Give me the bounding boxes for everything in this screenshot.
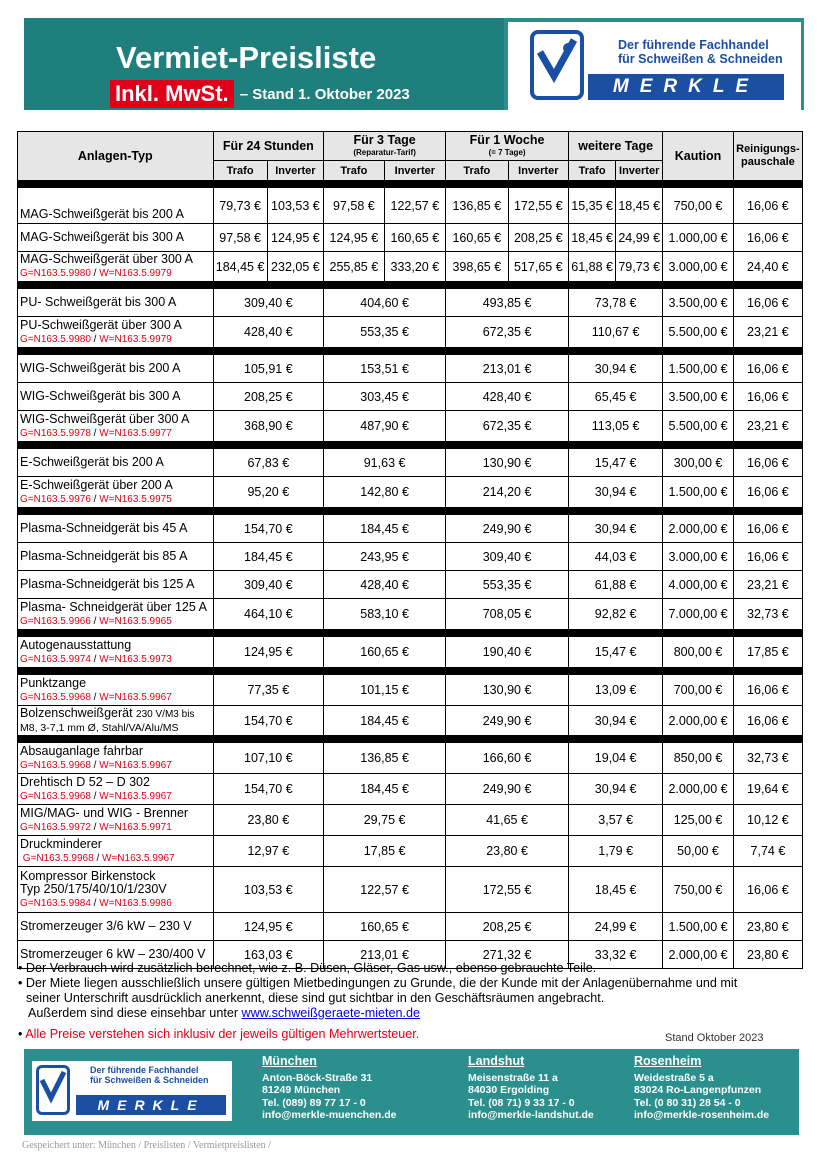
kaution-cell: 1.500,00 € bbox=[663, 355, 734, 383]
welder-icon bbox=[530, 30, 584, 100]
reinigung-cell: 10,12 € bbox=[733, 805, 802, 836]
price-cell: 79,73 € bbox=[616, 252, 663, 282]
email-link[interactable]: info@merkle-rosenheim.de bbox=[634, 1109, 770, 1121]
reinigung-cell: 16,06 € bbox=[733, 289, 802, 317]
reinigung-cell: 16,06 € bbox=[733, 515, 802, 543]
footer-logo bbox=[32, 1061, 232, 1121]
row-label: Plasma-Schneidgerät bis 85 A bbox=[18, 543, 214, 571]
price-cell: 67,83 € bbox=[213, 449, 324, 477]
price-cell: 24,99 € bbox=[616, 224, 663, 252]
price-cell: 213,01 € bbox=[324, 941, 446, 969]
price-cell: 232,05 € bbox=[267, 252, 323, 282]
price-cell: 708,05 € bbox=[446, 599, 569, 630]
kaution-cell: 3.500,00 € bbox=[663, 289, 734, 317]
price-table bbox=[17, 131, 803, 969]
price-cell: 23,80 € bbox=[213, 805, 324, 836]
stand-date: – Stand 1. Oktober 2023 bbox=[239, 85, 410, 103]
price-cell: 153,51 € bbox=[324, 355, 446, 383]
price-cell: 44,03 € bbox=[569, 543, 663, 571]
price-cell: 333,20 € bbox=[384, 252, 445, 282]
kaution-cell: 2.000,00 € bbox=[663, 774, 734, 805]
price-cell: 103,53 € bbox=[213, 867, 324, 913]
table-row bbox=[18, 743, 803, 774]
price-cell: 184,45 € bbox=[213, 252, 267, 282]
price-cell: 309,40 € bbox=[213, 571, 324, 599]
price-cell: 13,09 € bbox=[569, 675, 663, 706]
row-label: Punktzange G=N163.5.9968 / W=N163.5.9967 bbox=[18, 675, 214, 706]
price-cell: 493,85 € bbox=[446, 289, 569, 317]
price-cell: 249,90 € bbox=[446, 774, 569, 805]
table-row bbox=[18, 805, 803, 836]
price-cell: 107,10 € bbox=[213, 743, 324, 774]
kaution-cell: 2.000,00 € bbox=[663, 515, 734, 543]
row-label: Plasma- Schneidgerät über 125 A G=N163.5.9966 / W=N163.5.9965 bbox=[18, 599, 214, 630]
price-cell: 160,65 € bbox=[384, 224, 445, 252]
kaution-cell: 7.000,00 € bbox=[663, 599, 734, 630]
kaution-cell: 4.000,00 € bbox=[663, 571, 734, 599]
price-cell: 172,55 € bbox=[446, 867, 569, 913]
price-cell: 110,67 € bbox=[569, 317, 663, 348]
table-row bbox=[18, 836, 803, 867]
row-label: E-Schweißgerät über 200 A G=N163.5.9976 / W=N163.5.9975 bbox=[18, 477, 214, 508]
row-label: MAG-Schweißgerät bis 300 A bbox=[18, 224, 214, 252]
sub-trafo: Trafo bbox=[213, 161, 267, 181]
reinigung-cell: 16,06 € bbox=[733, 188, 802, 224]
price-cell: 487,90 € bbox=[324, 411, 446, 442]
price-cell: 136,85 € bbox=[324, 743, 446, 774]
welder-icon bbox=[36, 1065, 70, 1115]
note-consumption: • Der Verbrauch wird zusätzlich berechnet, wie z. B. Düsen, Gläser, Gas usw., ebenso gebrauchte Teile. bbox=[18, 961, 597, 975]
row-label: Bolzenschweißgerät 230 V/M3 bis M8, 3-7,1 mm Ø, Stahl/VA/Alu/MS bbox=[18, 706, 214, 736]
row-label: Plasma-Schneidgerät bis 45 A bbox=[18, 515, 214, 543]
price-cell: 18,45 € bbox=[569, 224, 616, 252]
price-cell: 122,57 € bbox=[324, 867, 446, 913]
price-cell: 18,45 € bbox=[616, 188, 663, 224]
reinigung-cell: 23,80 € bbox=[733, 913, 802, 941]
row-label: Stromerzeuger 3/6 kW – 230 V bbox=[18, 913, 214, 941]
price-cell: 124,95 € bbox=[213, 913, 324, 941]
notes bbox=[18, 961, 808, 1042]
kaution-cell: 800,00 € bbox=[663, 637, 734, 668]
row-label: PU-Schweißgerät über 300 A G=N163.5.9980 / W=N163.5.9979 bbox=[18, 317, 214, 348]
kaution-cell: 750,00 € bbox=[663, 867, 734, 913]
reinigung-cell: 16,06 € bbox=[733, 449, 802, 477]
price-cell: 3,57 € bbox=[569, 805, 663, 836]
kaution-cell: 2.000,00 € bbox=[663, 706, 734, 736]
row-label: Kompressor Birkenstock Typ 250/175/40/10/1/230V G=N163.5.9984 / W=N163.5.9986 bbox=[18, 867, 214, 913]
logo-wordmark: MERKLE bbox=[588, 74, 784, 100]
col-header-more-days: weitere Tage bbox=[569, 132, 663, 161]
price-cell: 154,70 € bbox=[213, 706, 324, 736]
price-cell: 553,35 € bbox=[446, 571, 569, 599]
logo-tagline: Der führende Fachhandel für Schweißen & Schneiden bbox=[618, 38, 783, 66]
price-cell: 136,85 € bbox=[446, 188, 509, 224]
sub-inverter: Inverter bbox=[616, 161, 663, 181]
table-row bbox=[18, 774, 803, 805]
reinigung-cell: 24,40 € bbox=[733, 252, 802, 282]
price-cell: 166,60 € bbox=[446, 743, 569, 774]
price-cell: 122,57 € bbox=[384, 188, 445, 224]
footer-logo-wordmark: MERKLE bbox=[76, 1095, 226, 1115]
price-cell: 61,88 € bbox=[569, 571, 663, 599]
price-cell: 184,45 € bbox=[324, 515, 446, 543]
page-title: Vermiet-Preisliste bbox=[116, 40, 377, 75]
reinigung-cell: 23,21 € bbox=[733, 317, 802, 348]
price-cell: 19,04 € bbox=[569, 743, 663, 774]
reinigung-cell: 23,80 € bbox=[733, 941, 802, 969]
price-cell: 208,25 € bbox=[213, 383, 324, 411]
email-link[interactable]: info@merkle-muenchen.de bbox=[262, 1109, 397, 1121]
price-cell: 428,40 € bbox=[324, 571, 446, 599]
table-row bbox=[18, 252, 803, 282]
price-cell: 404,60 € bbox=[324, 289, 446, 317]
kaution-cell: 125,00 € bbox=[663, 805, 734, 836]
reinigung-cell: 16,06 € bbox=[733, 706, 802, 736]
reinigung-cell: 7,74 € bbox=[733, 836, 802, 867]
price-cell: 30,94 € bbox=[569, 774, 663, 805]
merged-rows bbox=[18, 289, 803, 969]
kaution-cell: 1.000,00 € bbox=[663, 224, 734, 252]
col-header-24h: Für 24 Stunden bbox=[213, 132, 324, 161]
price-cell: 24,99 € bbox=[569, 913, 663, 941]
kaution-cell: 850,00 € bbox=[663, 743, 734, 774]
table-row bbox=[18, 188, 803, 224]
reinigung-cell: 16,06 € bbox=[733, 355, 802, 383]
table-row bbox=[18, 913, 803, 941]
reinigung-cell: 23,21 € bbox=[733, 571, 802, 599]
saved-path: Gespeichert unter: München / Preislisten / Vermietpreislisten / bbox=[22, 1140, 271, 1151]
kaution-cell: 750,00 € bbox=[663, 188, 734, 224]
note-terms: • Der Miete liegen ausschließlich unsere gültigen Mietbedingungen zu Grunde, die der Kunde mit der Anlagenübernahme und mit bbox=[18, 976, 738, 990]
reinigung-cell: 16,06 € bbox=[733, 383, 802, 411]
price-cell: 1,79 € bbox=[569, 836, 663, 867]
price-cell: 15,35 € bbox=[569, 188, 616, 224]
note-vat: • Alle Preise verstehen sich inklusiv der jeweils gültigen Mehrwertsteuer. bbox=[18, 1027, 420, 1041]
price-cell: 428,40 € bbox=[446, 383, 569, 411]
price-cell: 184,45 € bbox=[324, 706, 446, 736]
price-cell: 18,45 € bbox=[569, 867, 663, 913]
col-header-reinigung: Reinigungs-pauschale bbox=[733, 132, 802, 181]
price-cell: 29,75 € bbox=[324, 805, 446, 836]
price-cell: 184,45 € bbox=[324, 774, 446, 805]
price-cell: 190,40 € bbox=[446, 637, 569, 668]
price-cell: 309,40 € bbox=[213, 289, 324, 317]
price-cell: 398,65 € bbox=[446, 252, 509, 282]
price-cell: 249,90 € bbox=[446, 515, 569, 543]
address-rosenheim: Rosenheim Weidestraße 5 a 83024 Ro-Langenpfunzen Tel. (0 80 31) 28 54 - 0 info@merkle-rosenheim.de bbox=[634, 1054, 770, 1121]
table-row bbox=[18, 383, 803, 411]
price-cell: 583,10 € bbox=[324, 599, 446, 630]
kaution-cell: 5.500,00 € bbox=[663, 411, 734, 442]
row-label: MAG-Schweißgerät über 300 A G=N163.5.9980 / W=N163.5.9979 bbox=[18, 252, 214, 282]
price-cell: 105,91 € bbox=[213, 355, 324, 383]
kaution-cell: 1.500,00 € bbox=[663, 913, 734, 941]
price-cell: 130,90 € bbox=[446, 675, 569, 706]
price-cell: 124,95 € bbox=[213, 637, 324, 668]
price-cell: 249,90 € bbox=[446, 706, 569, 736]
row-label: Absauganlage fahrbar G=N163.5.9968 / W=N163.5.9967 bbox=[18, 743, 214, 774]
row-label: Druckminderer G=N163.5.9968 / W=N163.5.9967 bbox=[18, 836, 214, 867]
price-cell: 30,94 € bbox=[569, 515, 663, 543]
price-cell: 213,01 € bbox=[446, 355, 569, 383]
row-label: Stromerzeuger 6 kW – 230/400 V bbox=[18, 941, 214, 969]
table-row bbox=[18, 224, 803, 252]
price-cell: 428,40 € bbox=[213, 317, 324, 348]
table-row bbox=[18, 317, 803, 348]
sub-trafo: Trafo bbox=[324, 161, 384, 181]
price-cell: 160,65 € bbox=[446, 224, 509, 252]
table-row bbox=[18, 599, 803, 630]
price-cell: 12,97 € bbox=[213, 836, 324, 867]
price-cell: 184,45 € bbox=[213, 543, 324, 571]
price-cell: 91,63 € bbox=[324, 449, 446, 477]
price-cell: 103,53 € bbox=[267, 188, 323, 224]
reinigung-cell: 32,73 € bbox=[733, 599, 802, 630]
price-cell: 553,35 € bbox=[324, 317, 446, 348]
price-cell: 92,82 € bbox=[569, 599, 663, 630]
price-cell: 17,85 € bbox=[324, 836, 446, 867]
price-cell: 33,32 € bbox=[569, 941, 663, 969]
sub-inverter: Inverter bbox=[384, 161, 445, 181]
col-header-type: Anlagen-Typ bbox=[18, 132, 214, 181]
price-cell: 73,78 € bbox=[569, 289, 663, 317]
kaution-cell: 5.500,00 € bbox=[663, 317, 734, 348]
price-cell: 79,73 € bbox=[213, 188, 267, 224]
address-muenchen: München Anton-Böck-Straße 31 81249 München Tel. (089) 89 77 17 - 0 info@merkle-muenchen.de bbox=[262, 1054, 397, 1121]
table-row bbox=[18, 355, 803, 383]
kaution-cell: 700,00 € bbox=[663, 675, 734, 706]
price-cell: 97,58 € bbox=[213, 224, 267, 252]
kaution-cell: 3.000,00 € bbox=[663, 543, 734, 571]
note-terms-2: seiner Unterschrift ausdrücklich anerkennt, diese sind gut sichtbar in den Geschäftsräumen angebracht. bbox=[26, 991, 605, 1005]
price-cell: 30,94 € bbox=[569, 477, 663, 508]
sub-trafo: Trafo bbox=[446, 161, 509, 181]
kaution-cell: 300,00 € bbox=[663, 449, 734, 477]
price-cell: 30,94 € bbox=[569, 355, 663, 383]
reinigung-cell: 17,85 € bbox=[733, 637, 802, 668]
price-cell: 65,45 € bbox=[569, 383, 663, 411]
price-cell: 154,70 € bbox=[213, 515, 324, 543]
price-cell: 124,95 € bbox=[267, 224, 323, 252]
reinigung-cell: 19,64 € bbox=[733, 774, 802, 805]
email-link[interactable]: info@merkle-landshut.de bbox=[468, 1109, 594, 1121]
col-header-week: Für 1 Woche (= 7 Tage) bbox=[446, 132, 569, 161]
reinigung-cell: 23,21 € bbox=[733, 411, 802, 442]
price-cell: 517,65 € bbox=[508, 252, 568, 282]
price-cell: 208,25 € bbox=[446, 913, 569, 941]
reinigung-cell: 16,06 € bbox=[733, 675, 802, 706]
table-row bbox=[18, 449, 803, 477]
kaution-cell: 3.000,00 € bbox=[663, 252, 734, 282]
price-cell: 95,20 € bbox=[213, 477, 324, 508]
row-label: E-Schweißgerät bis 200 A bbox=[18, 449, 214, 477]
price-cell: 23,80 € bbox=[446, 836, 569, 867]
row-label: Autogenausstattung G=N163.5.9974 / W=N163.5.9973 bbox=[18, 637, 214, 668]
table-row bbox=[18, 289, 803, 317]
kaution-cell: 1.500,00 € bbox=[663, 477, 734, 508]
table-row bbox=[18, 706, 803, 736]
price-cell: 154,70 € bbox=[213, 774, 324, 805]
row-label: MIG/MAG- und WIG - Brenner G=N163.5.9972 / W=N163.5.9971 bbox=[18, 805, 214, 836]
price-cell: 160,65 € bbox=[324, 637, 446, 668]
row-label: WIG-Schweißgerät über 300 A G=N163.5.9978 / W=N163.5.9977 bbox=[18, 411, 214, 442]
price-cell: 368,90 € bbox=[213, 411, 324, 442]
table-row bbox=[18, 571, 803, 599]
price-cell: 303,45 € bbox=[324, 383, 446, 411]
price-cell: 163,03 € bbox=[213, 941, 324, 969]
reinigung-cell: 16,06 € bbox=[733, 867, 802, 913]
footer bbox=[24, 1049, 799, 1135]
table-row bbox=[18, 515, 803, 543]
kaution-cell: 2.000,00 € bbox=[663, 941, 734, 969]
table-row bbox=[18, 675, 803, 706]
price-cell: 243,95 € bbox=[324, 543, 446, 571]
price-cell: 61,88 € bbox=[569, 252, 616, 282]
reinigung-cell: 32,73 € bbox=[733, 743, 802, 774]
price-cell: 208,25 € bbox=[508, 224, 568, 252]
price-cell: 672,35 € bbox=[446, 411, 569, 442]
terms-link[interactable]: www.schweißgeraete-mieten.de bbox=[241, 1006, 421, 1020]
price-cell: 160,65 € bbox=[324, 913, 446, 941]
price-cell: 255,85 € bbox=[324, 252, 384, 282]
price-cell: 464,10 € bbox=[213, 599, 324, 630]
header-subtitle bbox=[110, 80, 410, 108]
kaution-cell: 3.500,00 € bbox=[663, 383, 734, 411]
stand-note: Stand Oktober 2023 bbox=[665, 1032, 764, 1044]
price-cell: 271,32 € bbox=[446, 941, 569, 969]
footer-logo-tagline: Der führende Fachhandel für Schweißen & Schneiden bbox=[90, 1065, 209, 1085]
kaution-cell: 50,00 € bbox=[663, 836, 734, 867]
table-row bbox=[18, 411, 803, 442]
table-row bbox=[18, 867, 803, 913]
sub-inverter: Inverter bbox=[267, 161, 323, 181]
col-header-kaution: Kaution bbox=[663, 132, 734, 181]
col-header-3days: Für 3 Tage (Reparatur-Tarif) bbox=[324, 132, 446, 161]
row-label: WIG-Schweißgerät bis 300 A bbox=[18, 383, 214, 411]
price-cell: 30,94 € bbox=[569, 706, 663, 736]
row-label: Plasma-Schneidgerät bis 125 A bbox=[18, 571, 214, 599]
row-label: PU- Schweißgerät bis 300 A bbox=[18, 289, 214, 317]
row-label: MAG-Schweißgerät bis 200 A bbox=[18, 188, 214, 224]
price-cell: 101,15 € bbox=[324, 675, 446, 706]
price-cell: 142,80 € bbox=[324, 477, 446, 508]
price-cell: 124,95 € bbox=[324, 224, 384, 252]
price-cell: 130,90 € bbox=[446, 449, 569, 477]
price-cell: 214,20 € bbox=[446, 477, 569, 508]
price-cell: 41,65 € bbox=[446, 805, 569, 836]
table-row bbox=[18, 543, 803, 571]
note-terms-3: Außerdem sind diese einsehbar unter www.schweißgeraete-mieten.de bbox=[28, 1006, 421, 1020]
price-cell: 77,35 € bbox=[213, 675, 324, 706]
merkle-logo bbox=[508, 22, 801, 110]
row-label: WIG-Schweißgerät bis 200 A bbox=[18, 355, 214, 383]
sub-inverter: Inverter bbox=[508, 161, 568, 181]
reinigung-cell: 16,06 € bbox=[733, 224, 802, 252]
inkl-mwst-badge: Inkl. MwSt. bbox=[110, 80, 234, 108]
price-cell: 672,35 € bbox=[446, 317, 569, 348]
row-label: Drehtisch D 52 – D 302 G=N163.5.9968 / W=N163.5.9967 bbox=[18, 774, 214, 805]
price-cell: 172,55 € bbox=[508, 188, 568, 224]
reinigung-cell: 16,06 € bbox=[733, 477, 802, 508]
reinigung-cell: 16,06 € bbox=[733, 543, 802, 571]
price-cell: 113,05 € bbox=[569, 411, 663, 442]
table-row bbox=[18, 477, 803, 508]
price-cell: 15,47 € bbox=[569, 449, 663, 477]
price-cell: 97,58 € bbox=[324, 188, 384, 224]
address-landshut: Landshut Meisenstraße 11 a 84030 Ergolding Tel. (08 71) 9 33 17 - 0 info@merkle-landshut.de bbox=[468, 1054, 594, 1121]
price-cell: 15,47 € bbox=[569, 637, 663, 668]
sub-trafo: Trafo bbox=[569, 161, 616, 181]
table-row bbox=[18, 637, 803, 668]
price-cell: 309,40 € bbox=[446, 543, 569, 571]
